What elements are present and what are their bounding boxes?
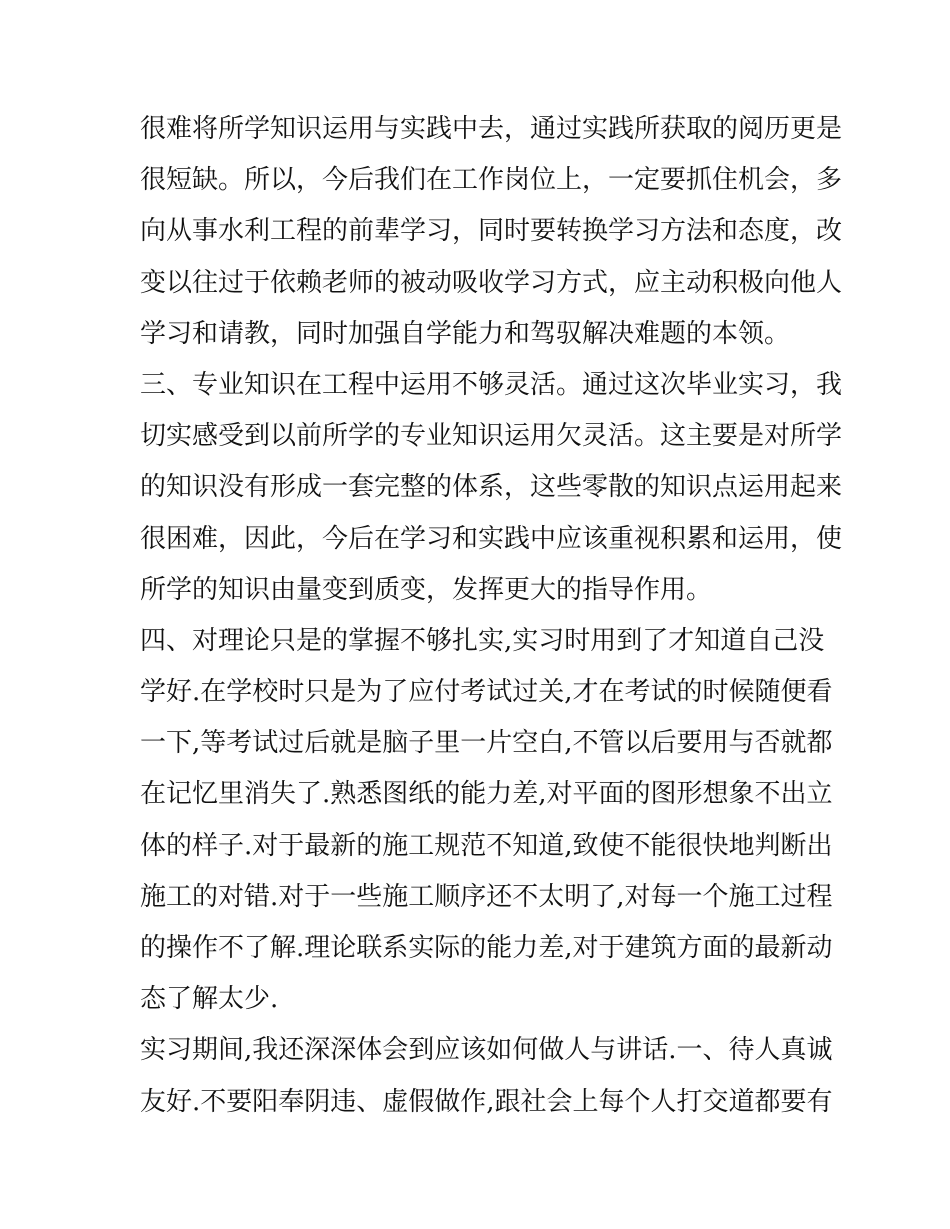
text-line: 四、对理论只是的掌握不够扎实,实习时用到了才知道自己没 <box>140 625 825 656</box>
body-text <box>140 104 843 1128</box>
text-line: 在记忆里消失了.熟悉图纸的能力差,对平面的图形想象不出立 <box>140 779 833 810</box>
text-line: 施工的对错.对于一些施工顺序还不太明了,对每一个施工过程 <box>140 881 833 912</box>
text-line: 变以往过于依赖老师的被动吸收学习方式，应主动积极向他人 <box>140 267 843 298</box>
text-line: 很短缺。所以，今后我们在工作岗位上，一定要抓住机会，多 <box>140 165 843 196</box>
text-line: 的知识没有形成一套完整的体系，这些零散的知识点运用起来 <box>140 472 843 503</box>
text-line: 的操作不了解.理论联系实际的能力差,对于建筑方面的最新动 <box>140 933 833 963</box>
text-line: 很难将所学知识运用与实践中去，通过实践所获取的阅历更是 <box>140 114 843 144</box>
text-line: 向从事水利工程的前辈学习，同时要转换学习方法和态度，改 <box>140 216 843 247</box>
text-line: 体的样子.对于最新的施工规范不知道,致使不能很快地判断出 <box>140 830 833 861</box>
text-line: 态了解太少. <box>140 984 279 1015</box>
text-line: 一下,等考试过后就是脑子里一片空白,不管以后要用与否就都 <box>140 728 833 759</box>
text-line: 三、专业知识在工程中运用不够灵活。通过这次毕业实习，我 <box>140 369 843 400</box>
text-line: 实习期间,我还深深体会到应该如何做人与讲话.一、待人真诚 <box>140 1035 833 1066</box>
text-line: 很困难，因此，今后在学习和实践中应该重视积累和运用，使 <box>140 523 843 554</box>
text-line: 学好.在学校时只是为了应付考试过关,才在考试的时候随便看 <box>140 677 833 708</box>
text-line: 切实感受到以前所学的专业知识运用欠灵活。这主要是对所学 <box>140 421 843 452</box>
text-line: 所学的知识由量变到质变，发挥更大的指导作用。 <box>140 574 713 605</box>
text-line: 学习和请教，同时加强自学能力和驾驭解决难题的本领。 <box>140 318 791 349</box>
text-line: 友好.不要阳奉阴违、虚假做作,跟社会上每个人打交道都要有 <box>140 1086 833 1117</box>
